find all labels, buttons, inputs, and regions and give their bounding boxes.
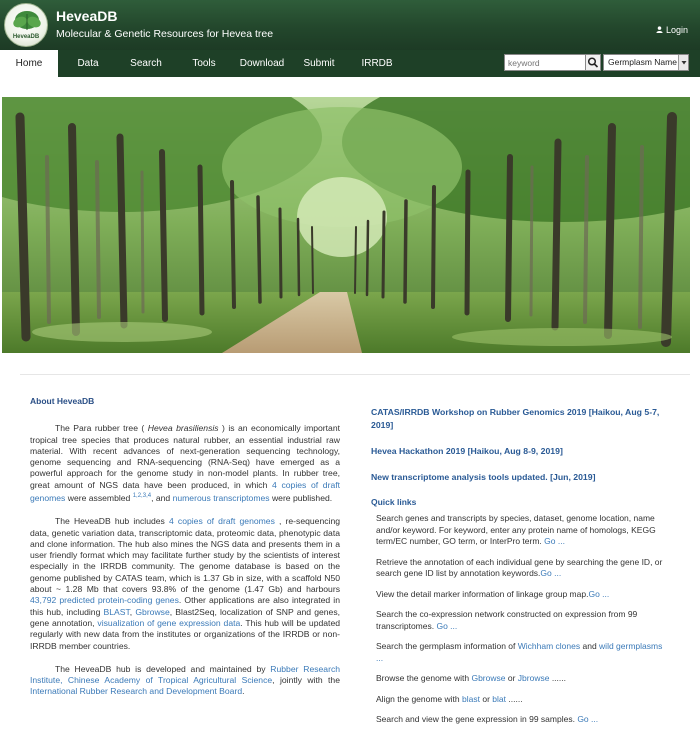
about-section [30, 396, 340, 710]
more-link[interactable]: ... [376, 652, 384, 663]
text: were published. [271, 492, 333, 503]
go-link[interactable]: Go ... [588, 588, 610, 599]
quicklink-gene-annotation [371, 557, 671, 580]
about-paragraph-1 [30, 423, 340, 504]
blat-link[interactable]: blat [492, 693, 507, 704]
text: were assembled [67, 492, 131, 503]
quicklink-germplasm [371, 641, 671, 664]
logo-text: HeveaDB [12, 34, 40, 40]
text: , and [151, 492, 171, 503]
go-link[interactable]: Go ... [540, 568, 562, 578]
text: . [242, 686, 245, 697]
reference-links[interactable]: 1,2,3,4 [132, 493, 152, 500]
gbrowse-link[interactable]: Gbrowse [135, 606, 170, 617]
nav-irrdb[interactable]: IRRDB [361, 58, 393, 69]
content-divider [20, 374, 690, 375]
about-title: About HeveaDB [30, 396, 95, 406]
quicklink-align-genome [371, 694, 671, 706]
nav-home[interactable]: Home [0, 50, 58, 77]
wichham-clones-link[interactable]: Wichham clones [517, 641, 581, 651]
transcriptomes-link[interactable]: numerous transcriptomes [172, 492, 270, 503]
login-link[interactable] [656, 25, 688, 35]
text: ...... [551, 673, 566, 683]
quicklink-coexpression [371, 609, 671, 632]
search-type-select[interactable] [603, 54, 689, 71]
gene-expression-link[interactable]: visualization of gene expression data [97, 617, 241, 628]
text: Align the genome with [376, 693, 460, 704]
nav-submit[interactable]: Submit [303, 58, 335, 69]
blast-link[interactable]: BLAST [103, 606, 130, 617]
nav-download[interactable]: Download [239, 58, 285, 69]
text: The HeveaDB hub includes [55, 516, 165, 527]
heveadb-logo[interactable] [4, 3, 48, 47]
login-label: Login [665, 25, 688, 35]
text: Search and view the gene expression in 99 samples. [376, 714, 575, 724]
text: , Blast2Seq, localization of SNP and genes, gene annotation, [30, 606, 341, 628]
protein-coding-genes-link[interactable]: 43,792 predicted protein-coding genes [30, 595, 179, 606]
search-button[interactable] [585, 54, 601, 71]
text: Search the germplasm information of [376, 641, 516, 651]
text: or [482, 693, 490, 704]
leaf-icon [5, 4, 48, 47]
text: and [582, 641, 597, 651]
site-header [0, 0, 700, 50]
quicklink-browse-genome [371, 673, 671, 685]
text: . Other applications are also integrated in this hub, including [30, 595, 340, 617]
text: . This hub will be updated regularly with new data from the institutes or organizations of the IRRDB or non-IRRDB member countries. [30, 617, 340, 651]
text: Browse the genome with [376, 673, 470, 683]
text: or [507, 673, 516, 683]
news-item[interactable]: Hevea Hackathon 2019 [Haikou, Aug 8-9, 2019] [371, 446, 563, 456]
draft-genomes-link[interactable]: 4 copies of draft genomes [169, 516, 275, 527]
gbrowse-link[interactable]: Gbrowse [471, 673, 506, 683]
nav-search[interactable]: Search [130, 58, 162, 69]
wild-germplasms-link[interactable]: wild germplasms [599, 641, 663, 651]
rubber-plantation-photo [2, 97, 690, 353]
go-link[interactable]: Go ... [544, 536, 565, 546]
text: ) is an economically important tropical tree species that produces natural rubber, an essential industrial raw material. With recent advances of next-generation sequencing technology, genome sequencing and RNA-sequencing (RNA-Seq) have emerged as a powerful approach for the genome study in non-model plants. In rubber tree, great amount of NGS data have been produced, in which [30, 423, 340, 490]
text: Retrieve the annotation of each individual gene by searching the gene ID, or search gene ID list by annotation keywords. [376, 556, 663, 578]
text: ...... [508, 693, 523, 704]
quicklink-search-genes [371, 513, 671, 548]
text: The Para rubber tree ( [55, 423, 145, 434]
text: Search genes and transcripts by species, dataset, genome location, name and/or keyword. For keyword, enter any protein name of homologs, KEGG term/EC number, GO term, or InterPro term. [376, 513, 656, 546]
search-icon [586, 55, 600, 70]
about-paragraph-2: The HeveaDB hub includes 4 copies of draft genomes , re-sequencing data, genetic variation data, transcriptomic data, proteomic data, phenotypic data and clone information. The hub also mines the NGS data and presents them in a user friendly format which may facilitate further study by the scientists of interest especially in the IRRDB community. The genome database is based on the genome published by CATAS team, which is 1.37 Gb in size, with a scaffold N50 about ~ 1.28 Mb that covers 93.8% of the genome (1.47 Gb) and harbours 43,792 predicted protein-coding genes. Other applications are also integrated in this hub, including BLAST, Gbrowse, Blast2Seq, localization of SNP and genes, gene annotation, visualization of gene expression data. This hub will be updated regularly with new data from the institutes or organizations of the IRRDB or non-IRRDB member countries. [30, 516, 341, 651]
species-name: Hevea brasiliensis [147, 423, 219, 434]
news-and-quicklinks [371, 406, 671, 735]
news-item[interactable]: CATAS/IRRDB Workshop on Rubber Genomics 2019 [Haikou, Aug 5-7, 2019] [371, 407, 660, 430]
quicklinks-title: Quick links [371, 497, 417, 507]
blast-link[interactable]: blast [462, 693, 480, 704]
nav-tools[interactable]: Tools [192, 58, 216, 69]
text: The HeveaDB hub is developed and maintained by [55, 663, 266, 674]
site-title: HeveaDB [56, 8, 118, 24]
text: , re-sequencing data, genetic variation data, transcriptomic data, proteomic data, phenotypic data and clone information. The hub also mines the NGS data and presents them in a user friendly format which may facilitate further study by the scientists of interest especially in the IRRDB community. The genome database is based on the genome published by CATAS team, which is 1.37 Gb in size, with a scaffold N50 about ~ 1.28 Mb that covers 93.8% of the genome (1.47 Gb) and harbours [30, 516, 340, 595]
nav-data[interactable]: Data [77, 58, 99, 69]
jbrowse-link[interactable]: Jbrowse [517, 673, 550, 683]
draft-genomes-link[interactable]: 4 copies of draft genomes [30, 479, 340, 503]
user-icon [656, 26, 663, 33]
news-item[interactable]: New transcriptome analysis tools updated. [Jun, 2019] [371, 472, 596, 482]
quicklink-linkage-map [371, 589, 671, 601]
go-link[interactable]: Go ... [577, 714, 599, 724]
text: Search the co-expression network constructed on expression from 99 transcriptomes. [376, 609, 638, 631]
rubber-research-institute-link[interactable]: Rubber Research Institute, Chinese Academy of Tropical Agricultural Science [30, 663, 341, 686]
irrdb-board-link[interactable]: International Rubber Research and Development Board [30, 686, 243, 697]
text: , jointly with the [272, 675, 340, 686]
chevron-down-icon [678, 55, 688, 70]
go-link[interactable]: Go ... [436, 620, 458, 631]
text: View the detail marker information of linkage group map. [376, 588, 589, 599]
site-subtitle: Molecular & Genetic Resources for Hevea tree [56, 28, 274, 40]
about-paragraph-3 [30, 664, 340, 698]
search-type-value: Germplasm Name [608, 57, 677, 67]
